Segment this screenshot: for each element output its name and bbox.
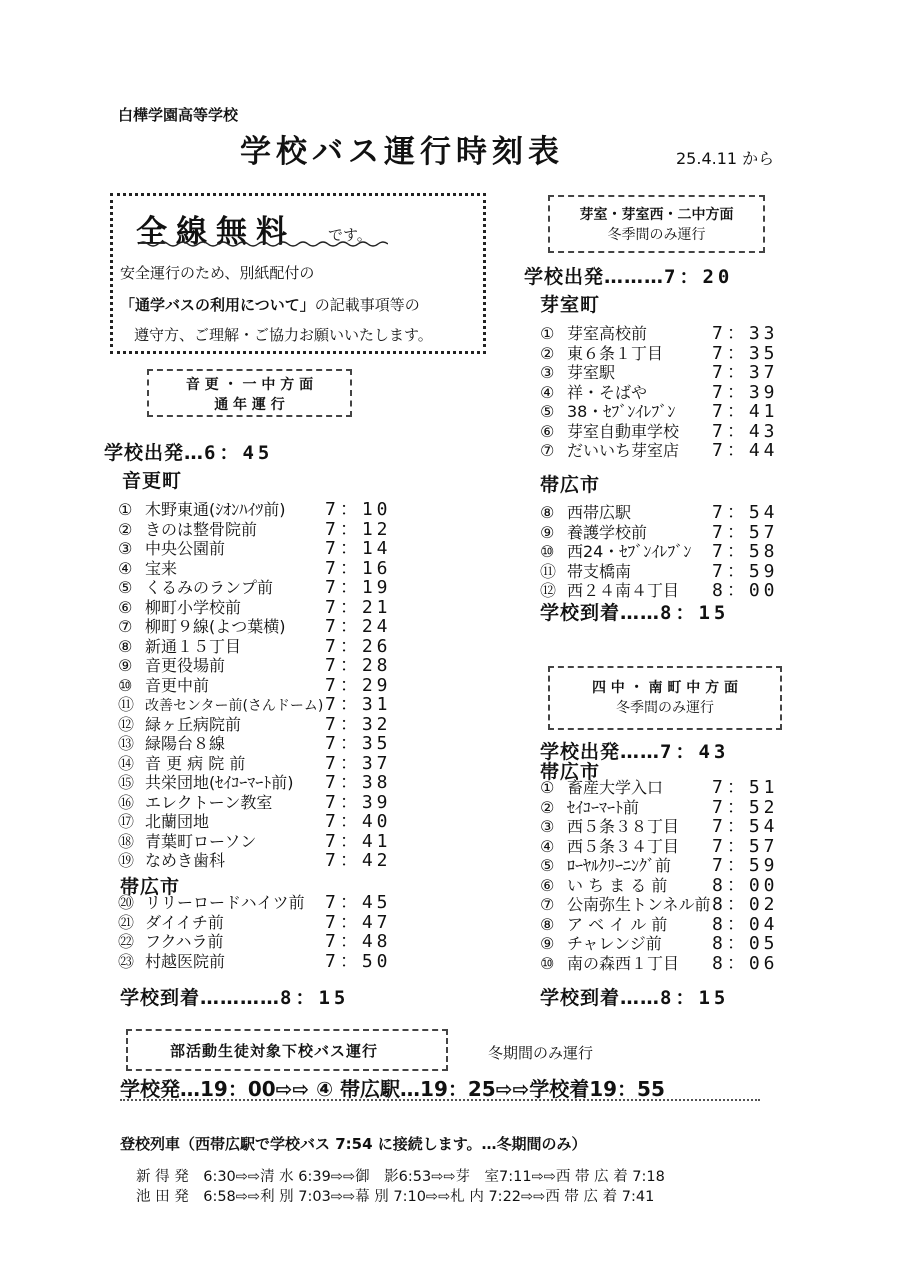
stop-name: 柳町小学校前 — [145, 597, 242, 617]
stop-time: 7：54 — [712, 502, 779, 523]
stop-time: 7：39 — [712, 381, 779, 403]
stop-number: ⑥ — [540, 421, 555, 441]
otofuke-depart-time: 6：45 — [204, 442, 274, 464]
stop-row — [118, 793, 392, 813]
stop-name: 畜産大学入口 — [567, 778, 664, 797]
stop-number: ⑧ — [118, 636, 133, 656]
yonchu-depart-time: 7：43 — [660, 741, 730, 763]
club-bus-note: 冬期間のみ運行 — [488, 1044, 594, 1062]
stop-name: 緑陽台８線 — [145, 734, 226, 753]
yonchu-route-box — [548, 666, 782, 730]
memuro-depart — [524, 262, 733, 289]
stop-row — [540, 422, 779, 442]
stop-number: ⑩ — [118, 675, 133, 695]
stop-number: ⑬ — [118, 734, 135, 753]
stop-number: ㉒ — [118, 932, 135, 951]
stop-row — [118, 598, 392, 618]
stop-name: 西24・ｾﾌﾞﾝｲﾚﾌﾞﾝ — [567, 542, 692, 561]
stop-number: ㉑ — [118, 912, 135, 932]
memuro-depart-time: 7：20 — [664, 266, 734, 288]
stop-time: 7：24 — [325, 616, 392, 637]
stop-number: ⑱ — [118, 831, 135, 851]
stop-time: 7：32 — [325, 713, 392, 735]
stop-row — [118, 715, 392, 735]
stop-time: 7：39 — [325, 791, 392, 813]
stop-row — [540, 324, 779, 344]
wavy-underline — [138, 240, 388, 248]
stop-row — [540, 562, 779, 582]
stop-name: 帯支橋南 — [567, 561, 632, 581]
stop-time: 7：52 — [712, 796, 779, 818]
stop-row — [540, 817, 779, 837]
stop-row — [118, 637, 392, 657]
stop-number: ② — [540, 343, 555, 363]
stop-name: 公南弥生トンネル前 — [567, 895, 711, 914]
club-bus-underline — [120, 1099, 760, 1104]
memuro-arrive-label: 学校到着…… — [540, 602, 661, 624]
notice-line-3: 遵守方、ご理解・ご協力お願いいたします。 — [134, 326, 433, 344]
train-heading: 登校列車（西帯広駅で学校バス 7:54 に接続します。…冬期間のみ） — [120, 1135, 587, 1153]
stop-time: 7：29 — [325, 674, 392, 696]
stop-name: 38・ｾﾌﾞﾝｲﾚﾌﾞﾝ — [567, 402, 676, 421]
memuro-route-name: 芽室・芽室西・二中方面 — [579, 207, 734, 223]
stop-time: 8：06 — [712, 952, 779, 974]
memuro-route-season: 冬季間のみ運行 — [607, 227, 706, 243]
stop-name: 芽室自動車学校 — [567, 421, 680, 441]
memuro-stop-list-2 — [540, 503, 779, 601]
stop-name: 祥・そばや — [567, 382, 648, 402]
stop-number: ② — [118, 519, 133, 539]
stop-time: 7：59 — [712, 560, 779, 582]
memuro-area-memuro: 芽室町 — [540, 294, 601, 316]
school-name: 白樺学園高等学校 — [118, 106, 239, 124]
stop-row — [118, 695, 392, 715]
stop-row — [118, 734, 392, 754]
yonchu-arrive — [540, 983, 729, 1010]
stop-row — [118, 500, 392, 520]
stop-time: 7：28 — [325, 655, 392, 676]
stop-number: ④ — [540, 836, 555, 856]
stop-row — [540, 383, 779, 403]
stop-name: だいいち芽室店 — [567, 441, 680, 460]
notice-line-1: 安全運行のため、別紙配付の — [120, 264, 315, 282]
stop-time: 7：37 — [712, 362, 779, 383]
stop-number: ⑮ — [118, 773, 135, 792]
effective-date: 25.4.11 から — [676, 149, 775, 168]
stop-number: ④ — [540, 382, 555, 402]
stop-name: 木野東通(ｼｵﾝﾊｲﾂ前) — [145, 500, 286, 519]
stop-number: ⑨ — [540, 522, 555, 542]
stop-number: ⑩ — [540, 953, 555, 973]
stop-number: ⑧ — [540, 914, 555, 934]
otofuke-area-otofuke: 音更町 — [122, 470, 183, 492]
stop-name: くるみのランプ前 — [145, 578, 274, 597]
stop-row — [540, 363, 779, 383]
otofuke-arrive-label: 学校到着………… — [120, 987, 281, 1009]
stop-row — [118, 851, 392, 871]
stop-number: ⑥ — [540, 875, 555, 895]
stop-time: 7：37 — [325, 752, 392, 774]
stop-number: ⑪ — [118, 695, 135, 714]
stop-name: 養護学校前 — [567, 522, 648, 542]
stop-name: ﾛｰﾔﾙｸﾘｰﾆﾝｸﾞ前 — [567, 856, 672, 875]
stop-row — [540, 523, 779, 543]
stop-number: ⑦ — [118, 617, 133, 636]
stop-name: 緑ヶ丘病院前 — [145, 714, 242, 734]
stop-row — [540, 954, 779, 974]
stop-name: 柳町９線(よつ葉横) — [145, 617, 286, 636]
stop-time: 7：44 — [712, 440, 779, 461]
stop-time: 7：57 — [712, 521, 779, 543]
stop-number: ⑪ — [540, 561, 557, 581]
stop-name: 改善センター前(さんドーム) — [145, 698, 324, 714]
stop-time: 7：54 — [712, 816, 779, 837]
club-bus-label: 部活動生徒対象下校バス運行 — [170, 1042, 379, 1060]
stop-number: ③ — [540, 363, 555, 382]
stop-number: ⑥ — [118, 597, 133, 617]
stop-time: 7：21 — [325, 596, 392, 618]
yonchu-area-obihiro: 帯広市 — [540, 761, 601, 783]
stop-time: 7：16 — [325, 557, 392, 579]
stop-time: 7：14 — [325, 538, 392, 559]
stop-time: 7：35 — [712, 342, 779, 364]
stop-time: 7：35 — [325, 733, 392, 754]
stop-name: 音 更 病 院 前 — [145, 753, 246, 773]
stop-name: ア ベ イ ル 前 — [567, 914, 668, 934]
otofuke-arrive — [120, 983, 349, 1010]
otofuke-stop-list-1 — [118, 500, 392, 871]
stop-row — [540, 837, 779, 857]
stop-row — [118, 676, 392, 696]
stop-name: 西２４南４丁目 — [567, 581, 680, 600]
stop-number: ⑤ — [540, 856, 555, 875]
stop-row — [118, 559, 392, 579]
otofuke-route-name: 音 更 ・ 一 中 方 面 — [185, 377, 314, 393]
stop-time: 7：43 — [712, 420, 779, 442]
yonchu-arrive-label: 学校到着…… — [540, 987, 661, 1009]
otofuke-depart-label: 学校出発… — [104, 442, 205, 464]
stop-row — [540, 856, 779, 876]
stop-name: ｾｲｺｰﾏｰﾄ前 — [567, 797, 640, 817]
stop-name: 芽室駅 — [567, 363, 616, 382]
stop-name: なめき歯科 — [145, 851, 226, 870]
stop-row — [118, 952, 392, 972]
memuro-arrive-time: 8：15 — [660, 602, 730, 624]
stop-row — [540, 915, 779, 935]
memuro-route-box — [548, 195, 765, 253]
stop-time: 7：31 — [325, 694, 392, 715]
stop-row — [540, 402, 779, 422]
stop-time: 7：38 — [325, 772, 392, 793]
stop-row — [118, 617, 392, 637]
stop-number: ⑦ — [540, 441, 555, 460]
stop-name: 東６条１丁目 — [567, 343, 664, 363]
stop-time: 7：57 — [712, 835, 779, 857]
stop-time: 7：12 — [325, 518, 392, 540]
train-line-ikeda: 池 田 発 6:58⇨⇨利 別 7:03⇨⇨幕 別 7:10⇨⇨札 内 7:22⇨⇨西 帯 広 着 7:41 — [136, 1189, 655, 1205]
yonchu-stop-list — [540, 778, 779, 973]
stop-row — [118, 754, 392, 774]
memuro-area-obihiro: 帯広市 — [540, 474, 601, 496]
stop-row — [540, 895, 779, 915]
stop-number: ⑤ — [118, 578, 133, 597]
stop-time: 7：50 — [325, 950, 392, 972]
stop-number: ⑤ — [540, 402, 555, 421]
stop-row — [540, 503, 779, 523]
stop-number: ① — [540, 324, 555, 343]
stop-name: 音更役場前 — [145, 656, 226, 675]
stop-number: ⑧ — [540, 503, 555, 522]
stop-time: 7：40 — [325, 811, 392, 832]
stop-time: 7：19 — [325, 577, 392, 598]
free-suffix: です。 — [328, 226, 372, 244]
otofuke-route-season: 通 年 運 行 — [214, 397, 285, 413]
stop-number: ③ — [118, 539, 133, 558]
notice-doc-title: 「通学バスの利用について」 — [120, 296, 315, 314]
stop-name: 宝来 — [145, 558, 178, 578]
stop-name: 北蘭団地 — [145, 812, 210, 831]
stop-name: 南の森西１丁目 — [567, 953, 680, 973]
stop-name: フクハラ前 — [145, 932, 224, 951]
stop-number: ⑫ — [540, 581, 557, 600]
page-title: 学校バス運行時刻表 — [240, 134, 564, 170]
memuro-depart-label: 学校出発……… — [524, 266, 665, 288]
stop-number: ⑩ — [540, 542, 555, 561]
notice-line-2 — [120, 294, 420, 315]
stop-number: ⑰ — [118, 812, 135, 831]
stop-number: ⑲ — [118, 851, 135, 870]
stop-name: い ち ま る 前 — [567, 875, 668, 895]
stop-name: チャレンジ前 — [567, 934, 662, 953]
stop-time: 8：04 — [712, 913, 779, 935]
stop-row — [118, 932, 392, 952]
yonchu-arrive-time: 8：15 — [660, 987, 730, 1009]
stop-name: 中央公園前 — [145, 539, 226, 558]
stop-name: 村越医院前 — [145, 951, 226, 971]
stop-row — [118, 520, 392, 540]
stop-name: 西５条３８丁目 — [567, 817, 680, 836]
stop-row — [118, 656, 392, 676]
stop-number: ② — [540, 797, 555, 817]
stop-number: ⑫ — [118, 714, 135, 734]
stop-number: ⑦ — [540, 895, 555, 914]
free-heading: 全線無料 — [136, 214, 296, 250]
stop-row — [540, 542, 779, 562]
train-line-shintoku: 新 得 発 6:30⇨⇨清 水 6:39⇨⇨御 影6:53⇨⇨芽 室7:11⇨⇨西 帯 広 着 7:18 — [136, 1169, 665, 1185]
stop-time: 7：51 — [712, 777, 779, 798]
otofuke-arrive-time: 8：15 — [280, 987, 350, 1009]
club-bus-schedule: 学校発…19：00⇨⇨ ④ 帯広駅…19：25⇨⇨学校着19：55 — [120, 1077, 665, 1101]
stop-name: 共栄団地(ｾｲｺｰﾏｰﾄ前) — [145, 773, 294, 792]
otofuke-depart — [104, 438, 273, 465]
stop-row — [118, 913, 392, 933]
stop-name: ダイイチ前 — [145, 912, 224, 932]
otofuke-route-box — [147, 369, 352, 417]
stop-number: ⑯ — [118, 792, 135, 812]
yonchu-route-season: 冬季間のみ運行 — [616, 700, 714, 716]
stop-number: ① — [118, 500, 133, 519]
stop-time: 7：33 — [712, 323, 779, 344]
stop-time: 7：42 — [325, 850, 392, 871]
stop-row — [118, 539, 392, 559]
stop-time: 7：48 — [325, 931, 392, 952]
yonchu-depart-label: 学校出発…… — [540, 741, 661, 763]
stop-number: ③ — [540, 817, 555, 836]
stop-name: リリーロードハイツ前 — [145, 893, 305, 912]
stop-time: 7：41 — [712, 401, 779, 422]
stop-name: 音更中前 — [145, 675, 210, 695]
stop-row — [540, 798, 779, 818]
yonchu-route-name: 四 中 ・ 南 町 中 方 面 — [591, 680, 739, 696]
stop-time: 7：41 — [325, 830, 392, 852]
memuro-arrive — [540, 598, 729, 625]
stop-row — [540, 441, 779, 461]
stop-name: 新通１５丁目 — [145, 636, 242, 656]
stop-time: 8：00 — [712, 580, 779, 601]
stop-time: 8：00 — [712, 874, 779, 896]
stop-name: きのは整骨院前 — [145, 519, 258, 539]
stop-number: ⑭ — [118, 753, 135, 773]
stop-number: ⑳ — [118, 893, 135, 912]
stop-row — [540, 344, 779, 364]
otofuke-stop-list-2 — [118, 893, 392, 971]
stop-time: 7：58 — [712, 541, 779, 562]
stop-name: 西帯広駅 — [567, 503, 632, 522]
stop-name: エレクトーン教室 — [145, 792, 273, 812]
stop-time: 7：10 — [325, 499, 392, 520]
otofuke-area-obihiro: 帯広市 — [120, 876, 181, 898]
stop-number: ⑨ — [540, 934, 555, 953]
stop-row — [118, 812, 392, 832]
stop-row — [118, 578, 392, 598]
stop-row — [118, 893, 392, 913]
stop-name: 西５条３４丁目 — [567, 836, 680, 856]
stop-time: 7：47 — [325, 911, 392, 933]
stop-time: 8：05 — [712, 933, 779, 954]
stop-number: ① — [540, 778, 555, 797]
stop-time: 7：26 — [325, 635, 392, 657]
memuro-stop-list-1 — [540, 324, 779, 461]
notice-line-2-rest: の記載事項等の — [314, 296, 420, 314]
stop-number: ④ — [118, 558, 133, 578]
stop-row — [118, 773, 392, 793]
stop-row — [118, 832, 392, 852]
stop-time: 7：45 — [325, 892, 392, 913]
stop-time: 8：02 — [712, 894, 779, 915]
stop-name: 芽室高校前 — [567, 324, 648, 343]
stop-row — [540, 876, 779, 896]
stop-number: ㉓ — [118, 951, 135, 971]
stop-row — [540, 778, 779, 798]
stop-number: ⑨ — [118, 656, 133, 675]
stop-row — [540, 934, 779, 954]
stop-time: 7：59 — [712, 855, 779, 876]
stop-name: 青葉町ローソン — [145, 831, 257, 851]
